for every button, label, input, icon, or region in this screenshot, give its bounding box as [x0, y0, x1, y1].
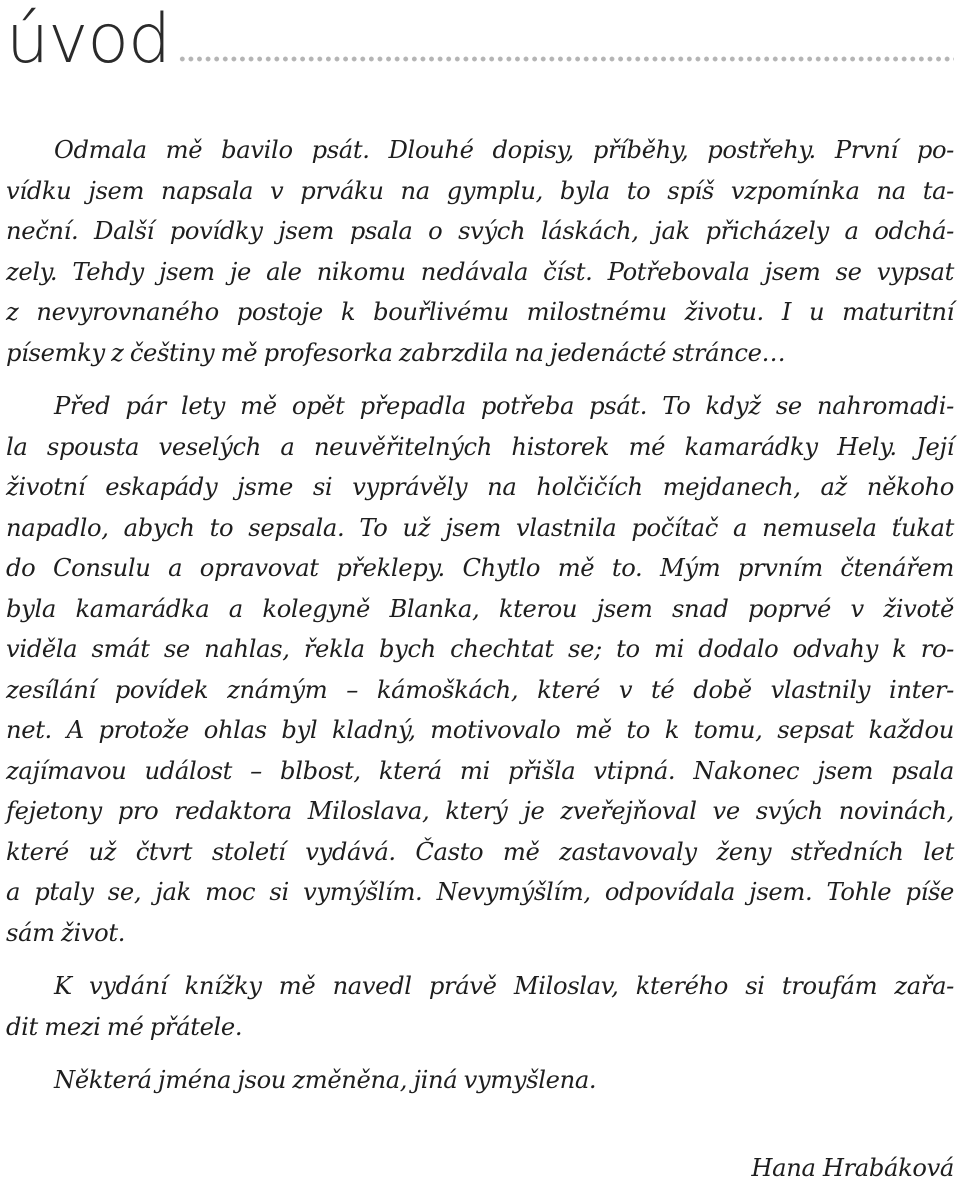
- paragraph-gap: [6, 953, 954, 966]
- text-line: neční. Další povídky jsem psala o svých láskách, jak přicházely a odchá-: [6, 217, 954, 245]
- text-line: Odmala mě bavilo psát. Dlouhé dopisy, příběhy, postřehy. První po-: [54, 136, 954, 164]
- text-line: byla kamarádka a kolegyně Blanka, kterou jsem snad poprvé v životě: [6, 594, 954, 623]
- chapter-heading: [6, 2, 954, 78]
- text-line: zesílání povídek známým – kámoškách, které v té době vlastnily inter-: [6, 675, 954, 704]
- text-line: la spousta veselých a neuvěřitelných historek mé kamarádky Hely. Její: [6, 432, 954, 461]
- text-line: zely. Tehdy jsem je ale nikomu nedávala číst. Potřebovala jsem se vypsat: [6, 257, 954, 286]
- text-line: sám život.: [6, 918, 126, 947]
- text-line: písemky z češtiny mě profesorka zabrzdila na jedenácté stránce…: [6, 338, 786, 367]
- author-signature: Hana Hrabáková: [751, 1154, 954, 1182]
- text-line: a ptaly se, jak moc si vymýšlím. Nevymýšlím, odpovídala jsem. Tohle píše: [6, 878, 954, 906]
- text-line: z nevyrovnaného postoje k bouřlivému milostnému životu. I u maturitní: [6, 298, 954, 326]
- paragraph-gap: [6, 1047, 954, 1060]
- paragraph-gap: [6, 373, 954, 386]
- text-line: napadlo, abych to sepsala. To už jsem vlastnila počítač a nemusela ťukat: [6, 513, 954, 542]
- dotted-leader: [178, 54, 954, 64]
- text-line: Některá jména jsou změněna, jiná vymyšlena.: [54, 1066, 597, 1094]
- text-line: viděla smát se nahlas, řekla bych chechtat se; to mi dodalo odvahy k ro-: [6, 635, 954, 663]
- text-line: do Consulu a opravovat překlepy. Chytlo mě to. Mým prvním čtenářem: [6, 554, 954, 582]
- text-line: zajímavou událost – blbost, která mi přišla vtipná. Nakonec jsem psala: [6, 756, 954, 785]
- text-line: Před pár lety mě opět přepadla potřeba psát. To když se nahromadi-: [54, 392, 954, 420]
- text-line: vídku jsem napsala v prváku na gymplu, byla to spíš vzpomínka na ta-: [6, 176, 954, 205]
- text-line: které už čtvrt století vydává. Často mě zastavovaly ženy středních let: [6, 837, 954, 866]
- text-line: fejetony pro redaktora Miloslava, který je zveřejňoval ve svých novinách,: [6, 797, 954, 825]
- text-line: net. A protože ohlas byl kladný, motivovalo mě to k tomu, sepsat každou: [6, 716, 954, 744]
- text-line: dit mezi mé přátele.: [6, 1012, 243, 1041]
- chapter-text: [6, 130, 954, 1101]
- chapter-title: úvod: [6, 0, 171, 79]
- text-line: K vydání knížky mě navedl právě Miloslav, kterého si troufám zařa-: [54, 972, 954, 1000]
- text-line: životní eskapády jsme si vyprávěly na holčičích mejdanech, až někoho: [6, 473, 954, 501]
